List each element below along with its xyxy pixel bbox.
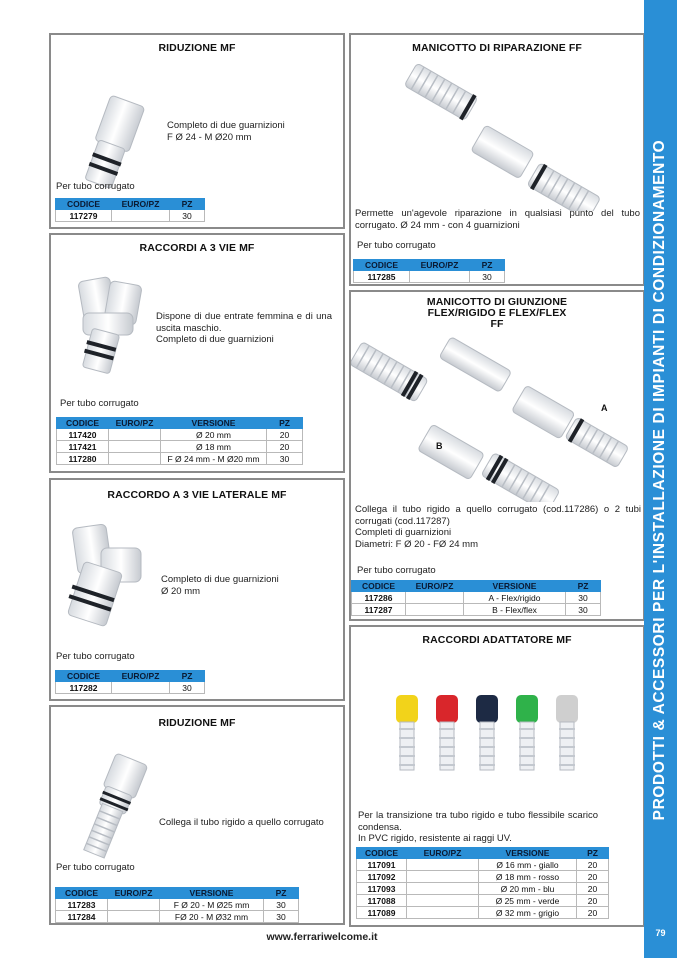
table-row bbox=[57, 429, 303, 441]
panel-riduzione-rigido bbox=[49, 705, 345, 925]
product-table bbox=[56, 417, 303, 465]
website-link[interactable]: www.ferrariwelcome.it bbox=[266, 931, 378, 943]
col-header: CODICE bbox=[56, 199, 112, 210]
panel-raccordo-laterale bbox=[49, 478, 345, 701]
table-header bbox=[357, 848, 609, 859]
adapter-fitting bbox=[516, 695, 538, 770]
table-row bbox=[357, 895, 609, 907]
col-header: CODICE bbox=[56, 888, 108, 899]
version-cell: A - Flex/rigido bbox=[464, 592, 566, 604]
price-cell bbox=[109, 453, 161, 465]
product-description bbox=[161, 574, 331, 597]
price-cell bbox=[407, 895, 479, 907]
usage-note: Per tubo corrugato bbox=[56, 862, 135, 873]
usage-note: Per tubo corrugato bbox=[56, 651, 135, 662]
panel-raccordi-3-vie bbox=[49, 233, 345, 473]
table-row bbox=[357, 871, 609, 883]
version-cell: Ø 20 mm bbox=[161, 429, 267, 441]
table-row bbox=[352, 604, 601, 616]
price-cell bbox=[407, 907, 479, 919]
title-line: FLEX/RIGIDO E FLEX/FLEX bbox=[427, 307, 567, 319]
version-cell: Ø 25 mm - verde bbox=[479, 895, 577, 907]
qty-cell: 30 bbox=[264, 899, 299, 911]
version-cell: FØ 20 - M Ø32 mm bbox=[160, 911, 264, 923]
product-description bbox=[167, 120, 337, 143]
qty-cell: 30 bbox=[470, 271, 505, 283]
qty-cell: 30 bbox=[566, 604, 601, 616]
table-header bbox=[354, 260, 505, 271]
table-header bbox=[56, 199, 205, 210]
col-header: EURO/PZ bbox=[108, 888, 160, 899]
col-header: VERSIONE bbox=[160, 888, 264, 899]
qty-cell: 30 bbox=[566, 592, 601, 604]
code-cell: 117286 bbox=[352, 592, 406, 604]
adapter-fitting bbox=[556, 695, 578, 770]
code-cell: 117279 bbox=[56, 210, 112, 222]
adapter-cap bbox=[516, 695, 538, 723]
table-row bbox=[56, 911, 299, 923]
desc-line: Per la transizione tra tubo rigido e tubo flessibile scarico condensa. bbox=[358, 810, 598, 833]
adapter-fitting bbox=[476, 695, 498, 770]
col-header: PZ bbox=[566, 581, 601, 592]
col-header: EURO/PZ bbox=[410, 260, 470, 271]
col-header: CODICE bbox=[357, 848, 407, 859]
panel-title: RACCORDI A 3 VIE MF bbox=[139, 242, 255, 254]
code-cell: 117287 bbox=[352, 604, 406, 616]
price-cell bbox=[112, 210, 170, 222]
product-image bbox=[363, 61, 633, 211]
desc-line: Dispone di due entrate femmina e di una uscita maschio. bbox=[156, 311, 332, 334]
code-cell: 117089 bbox=[357, 907, 407, 919]
table-row bbox=[357, 859, 609, 871]
adapter-cap bbox=[476, 695, 498, 723]
product-description: Permette un'agevole riparazione in qualsiasi punto del tubo corrugato. Ø 24 mm - con 4 guarnizioni bbox=[355, 208, 640, 231]
code-cell: 117283 bbox=[56, 899, 108, 911]
col-header: EURO/PZ bbox=[112, 199, 170, 210]
usage-note: Per tubo corrugato bbox=[357, 240, 436, 251]
panel-title bbox=[351, 297, 643, 330]
version-cell: B - Flex/flex bbox=[464, 604, 566, 616]
price-cell bbox=[109, 429, 161, 441]
price-cell bbox=[410, 271, 470, 283]
col-header: VERSIONE bbox=[161, 418, 267, 429]
desc-line: F Ø 24 - M Ø20 mm bbox=[167, 131, 252, 143]
code-cell: 117091 bbox=[357, 859, 407, 871]
qty-cell: 30 bbox=[267, 453, 303, 465]
table-row bbox=[56, 899, 299, 911]
col-header: CODICE bbox=[352, 581, 406, 592]
usage-note: Per tubo corrugato bbox=[56, 181, 135, 192]
desc-line: Completi di guarnizioni bbox=[355, 527, 452, 538]
desc-line: Collega il tubo rigido a quello corrugato (cod.117286) o 2 tubi corrugati (cod.117287) bbox=[355, 504, 641, 527]
qty-cell: 20 bbox=[577, 883, 609, 895]
col-header: CODICE bbox=[354, 260, 410, 271]
code-cell: 117285 bbox=[354, 271, 410, 283]
product-image bbox=[351, 332, 641, 502]
panel-title: RIDUZIONE MF bbox=[158, 42, 236, 54]
version-cell: Ø 32 mm - grigio bbox=[479, 907, 577, 919]
code-cell: 117093 bbox=[357, 883, 407, 895]
table-row bbox=[354, 271, 505, 283]
col-header: VERSIONE bbox=[464, 581, 566, 592]
table-row bbox=[357, 883, 609, 895]
col-header: CODICE bbox=[56, 671, 112, 682]
qty-cell: 20 bbox=[577, 895, 609, 907]
usage-note: Per tubo corrugato bbox=[60, 398, 139, 409]
product-table bbox=[356, 847, 609, 919]
version-cell: F Ø 20 - M Ø25 mm bbox=[160, 899, 264, 911]
table-row bbox=[57, 441, 303, 453]
title-line: FF bbox=[490, 318, 504, 330]
panel-title: MANICOTTO DI RIPARAZIONE FF bbox=[412, 42, 582, 54]
usage-note: Per tubo corrugato bbox=[357, 565, 436, 576]
adapter-fitting bbox=[436, 695, 458, 770]
product-image bbox=[393, 695, 593, 785]
version-cell: Ø 20 mm - blu bbox=[479, 883, 577, 895]
table-header bbox=[56, 671, 205, 682]
panel-title: RIDUZIONE MF bbox=[158, 717, 236, 729]
product-description bbox=[355, 504, 641, 550]
price-cell bbox=[407, 859, 479, 871]
code-cell: 117421 bbox=[57, 441, 109, 453]
label-a: A bbox=[601, 403, 608, 413]
code-cell: 117088 bbox=[357, 895, 407, 907]
panel-title: RACCORDO A 3 VIE LATERALE MF bbox=[107, 489, 287, 501]
table-row bbox=[352, 592, 601, 604]
table-header bbox=[57, 418, 303, 429]
version-cell: Ø 18 mm bbox=[161, 441, 267, 453]
price-cell bbox=[406, 604, 464, 616]
product-description bbox=[358, 810, 598, 845]
title-line: MANICOTTO DI GIUNZIONE bbox=[426, 296, 568, 308]
table-row bbox=[357, 907, 609, 919]
qty-cell: 30 bbox=[170, 682, 205, 694]
product-image bbox=[63, 269, 163, 379]
col-header: PZ bbox=[170, 199, 205, 210]
price-cell bbox=[406, 592, 464, 604]
code-cell: 117280 bbox=[57, 453, 109, 465]
code-cell: 117420 bbox=[57, 429, 109, 441]
version-cell: Ø 16 mm - giallo bbox=[479, 859, 577, 871]
table-header bbox=[56, 888, 299, 899]
adapter-fitting bbox=[396, 695, 418, 770]
price-cell bbox=[112, 682, 170, 694]
col-header: PZ bbox=[470, 260, 505, 271]
desc-line: Ø 20 mm bbox=[161, 585, 201, 597]
product-table bbox=[55, 887, 299, 923]
price-cell bbox=[108, 899, 160, 911]
adapter-cap bbox=[556, 695, 578, 723]
side-band-title: PRODOTTI & ACCESSORI PER L'INSTALLAZIONE DI IMPIANTI DI CONDIZIONAMENTO bbox=[651, 139, 668, 821]
qty-cell: 20 bbox=[577, 859, 609, 871]
desc-line: In PVC rigido, resistente ai raggi UV. bbox=[358, 833, 512, 844]
desc-line: Completo di due guarnizioni bbox=[167, 120, 285, 131]
qty-cell: 20 bbox=[267, 441, 303, 453]
code-cell: 117284 bbox=[56, 911, 108, 923]
col-header: PZ bbox=[577, 848, 609, 859]
col-header: EURO/PZ bbox=[406, 581, 464, 592]
adapter-cap bbox=[396, 695, 418, 723]
table-row bbox=[57, 453, 303, 465]
qty-cell: 30 bbox=[170, 210, 205, 222]
price-cell bbox=[109, 441, 161, 453]
panel-manicotto-riparazione bbox=[349, 33, 645, 286]
qty-cell: 30 bbox=[264, 911, 299, 923]
col-header: EURO/PZ bbox=[109, 418, 161, 429]
col-header: PZ bbox=[267, 418, 303, 429]
product-image bbox=[61, 749, 161, 869]
price-cell bbox=[407, 883, 479, 895]
table-row bbox=[56, 210, 205, 222]
desc-line: Diametri: F Ø 20 - FØ 24 mm bbox=[355, 538, 478, 550]
product-table bbox=[351, 580, 601, 616]
adapter-cap bbox=[436, 695, 458, 723]
label-b: B bbox=[436, 441, 443, 451]
desc-line: Completo di due guarnizioni bbox=[161, 574, 279, 585]
version-cell: Ø 18 mm - rosso bbox=[479, 871, 577, 883]
product-description bbox=[156, 311, 332, 346]
panel-title: RACCORDI ADATTATORE MF bbox=[422, 634, 572, 646]
col-header: CODICE bbox=[57, 418, 109, 429]
code-cell: 117282 bbox=[56, 682, 112, 694]
qty-cell: 20 bbox=[267, 429, 303, 441]
product-table bbox=[353, 259, 505, 283]
col-header: EURO/PZ bbox=[112, 671, 170, 682]
qty-cell: 20 bbox=[577, 871, 609, 883]
table-header bbox=[352, 581, 601, 592]
price-cell bbox=[407, 871, 479, 883]
panel-manicotto-giunzione bbox=[349, 290, 645, 621]
product-image bbox=[61, 518, 161, 638]
product-table bbox=[55, 198, 205, 222]
panel-riduzione-mf bbox=[49, 33, 345, 229]
qty-cell: 20 bbox=[577, 907, 609, 919]
code-cell: 117092 bbox=[357, 871, 407, 883]
panel-raccordi-adattatore bbox=[349, 625, 645, 927]
price-cell bbox=[108, 911, 160, 923]
page-number: 79 bbox=[655, 928, 666, 938]
version-cell: F Ø 24 mm - M Ø20 mm bbox=[161, 453, 267, 465]
table-row bbox=[56, 682, 205, 694]
col-header: PZ bbox=[264, 888, 299, 899]
desc-line: Completo di due guarnizioni bbox=[156, 334, 274, 345]
product-description: Collega il tubo rigido a quello corrugato bbox=[159, 817, 324, 828]
col-header: PZ bbox=[170, 671, 205, 682]
product-table bbox=[55, 670, 205, 694]
col-header: VERSIONE bbox=[479, 848, 577, 859]
col-header: EURO/PZ bbox=[407, 848, 479, 859]
